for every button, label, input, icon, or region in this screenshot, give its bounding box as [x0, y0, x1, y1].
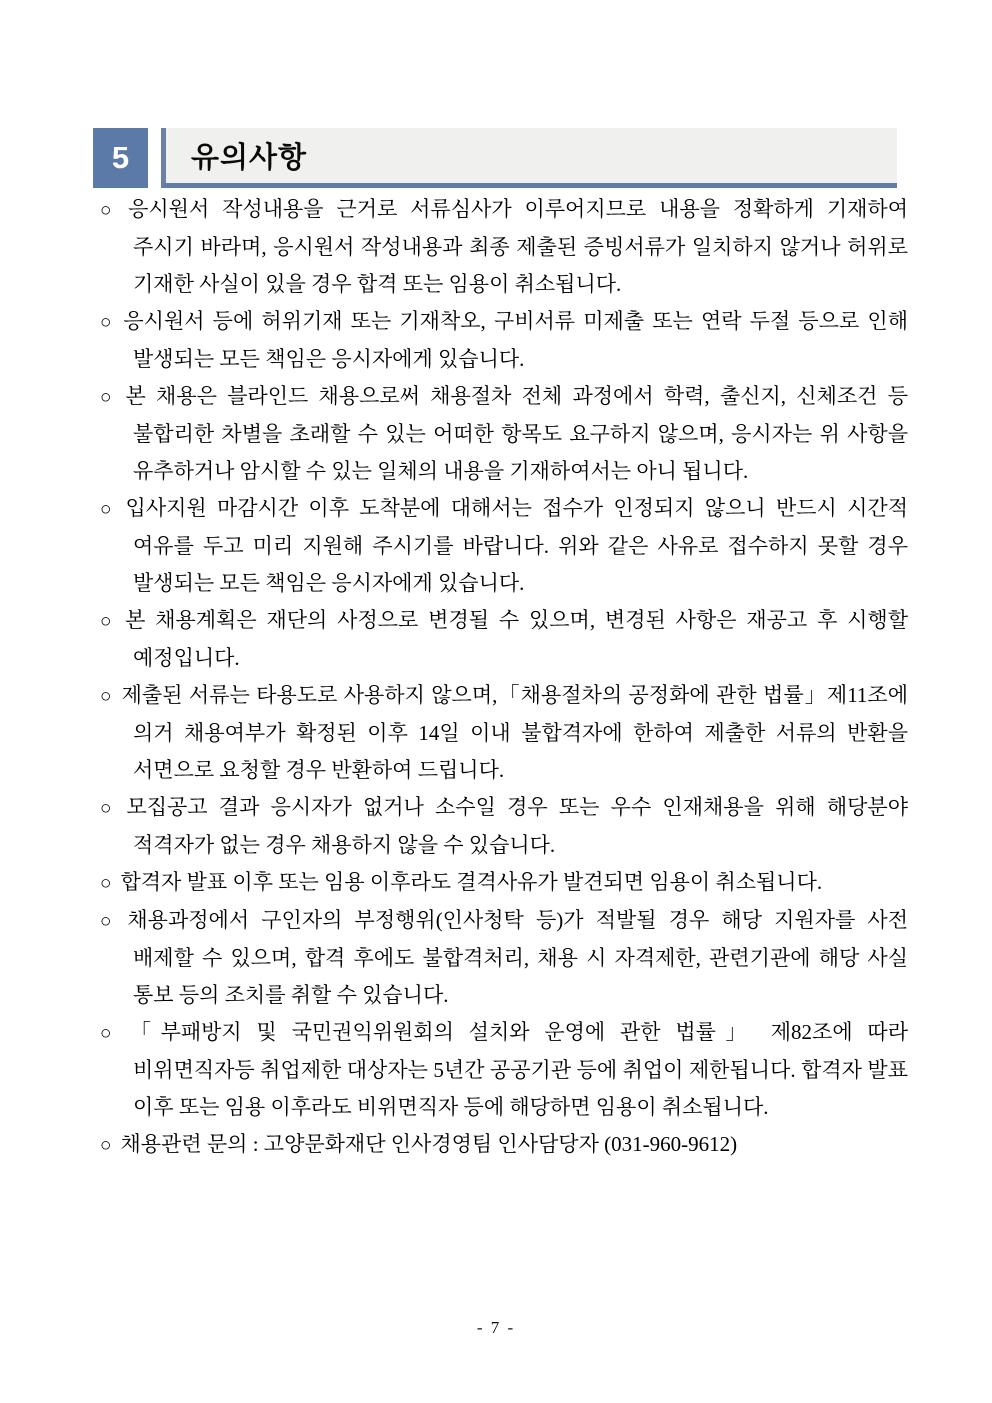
section-header: [93, 128, 897, 188]
section-title: 유의사항: [191, 142, 308, 174]
notice-text: 모집공고 결과 응시자가 없거나 소수일 경우 또는 우수 인재채용을 위해 해당분야 적격자가 없는 경우 채용하지 않을 수 있습니다.: [126, 795, 909, 857]
list-item: [100, 303, 908, 378]
list-item: [100, 1014, 908, 1126]
list-item: [100, 490, 908, 602]
notice-text: 본 채용계획은 재단의 사정으로 변경될 수 있으며, 변경된 사항은 재공고 후 시행할 예정입니다.: [125, 608, 909, 670]
circle-bullet-icon: ○: [100, 312, 115, 333]
list-item: [100, 191, 908, 303]
circle-bullet-icon: ○: [100, 686, 113, 707]
list-item: [100, 378, 908, 490]
notice-text: 「부패방지 및 국민권익위원회의 설치와 운영에 관한 법률」 제82조에 따라 비위면직자등 취업제한 대상자는 5년간 공공기관 등에 취업이 제한됩니다. 합격자 발표 이후 또는 임용 이후라도 비위면직자 등에 해당하면 임용이 취소됩니다.: [130, 1020, 908, 1119]
notice-text: 채용과정에서 구인자의 부정행위(인사청탁 등)가 적발될 경우 해당 지원자를 사전 배제할 수 있으며, 합격 후에도 불합격처리, 채용 시 자격제한, 관련기관에 해당 사실 통보 등의 조치를 취할 수 있습니다.: [127, 908, 909, 1007]
circle-bullet-icon: ○: [100, 873, 112, 894]
notice-text: 응시원서 작성내용을 근거로 서류심사가 이루어지므로 내용을 정확하게 기재하여 주시기 바라며, 응시원서 작성내용과 최종 제출된 증빙서류가 일치하지 않거나 허위로 기재한 사실이 있을 경우 합격 또는 임용이 취소됩니다.: [128, 197, 908, 296]
list-item: [100, 789, 908, 864]
notice-text: 합격자 발표 이후 또는 임용 이후라도 결격사유가 발견되면 임용이 취소됩니다.: [120, 870, 823, 894]
page-footer: [0, 1318, 992, 1338]
notice-text: 제출된 서류는 타용도로 사용하지 않으며,「채용절차의 공정화에 관한 법률」제11조에 의거 채용여부가 확정된 이후 14일 이내 불합격자에 한하여 제출한 서류의 반환을 서면으로 요청할 경우 반환하여 드립니다.: [121, 683, 909, 782]
circle-bullet-icon: ○: [100, 911, 119, 932]
list-item: [100, 677, 908, 789]
circle-bullet-icon: ○: [100, 200, 120, 221]
list-item: [100, 1126, 908, 1164]
notice-text: 입사지원 마감시간 이후 도착분에 대해서는 접수가 인정되지 않으니 반드시 시간적 여유를 두고 미리 지원해 주시기를 바랍니다. 위와 같은 사유로 접수하지 못할 경우 발생되는 모든 책임은 응시자에게 있습니다.: [125, 496, 908, 595]
notice-list: [100, 191, 908, 1164]
circle-bullet-icon: ○: [100, 1023, 122, 1044]
circle-bullet-icon: ○: [100, 1135, 112, 1156]
circle-bullet-icon: ○: [100, 499, 117, 520]
circle-bullet-icon: ○: [100, 387, 117, 408]
page-number: - 7 -: [476, 1318, 516, 1337]
notice-text: 채용관련 문의 : 고양문화재단 인사경영팀 인사담당자 (031-960-9612): [120, 1132, 738, 1156]
notice-text: 응시원서 등에 허위기재 또는 기재착오, 구비서류 미제출 또는 연락 두절 등으로 인해 발생되는 모든 책임은 응시자에게 있습니다.: [123, 309, 908, 371]
notice-text: 본 채용은 블라인드 채용으로써 채용절차 전체 과정에서 학력, 출신지, 신체조건 등 불합리한 차별을 초래할 수 있는 어떠한 항목도 요구하지 않으며, 응시자는 위 사항을 유추하거나 암시할 수 있는 일체의 내용을 기재하여서는 아니 됩니다.: [125, 384, 908, 483]
list-item: [100, 902, 908, 1014]
list-item: [100, 602, 908, 677]
list-item: [100, 864, 908, 902]
section-number-badge: 5: [93, 128, 148, 188]
circle-bullet-icon: ○: [100, 798, 118, 819]
circle-bullet-icon: ○: [100, 611, 117, 632]
section-title-bar: [161, 128, 897, 188]
